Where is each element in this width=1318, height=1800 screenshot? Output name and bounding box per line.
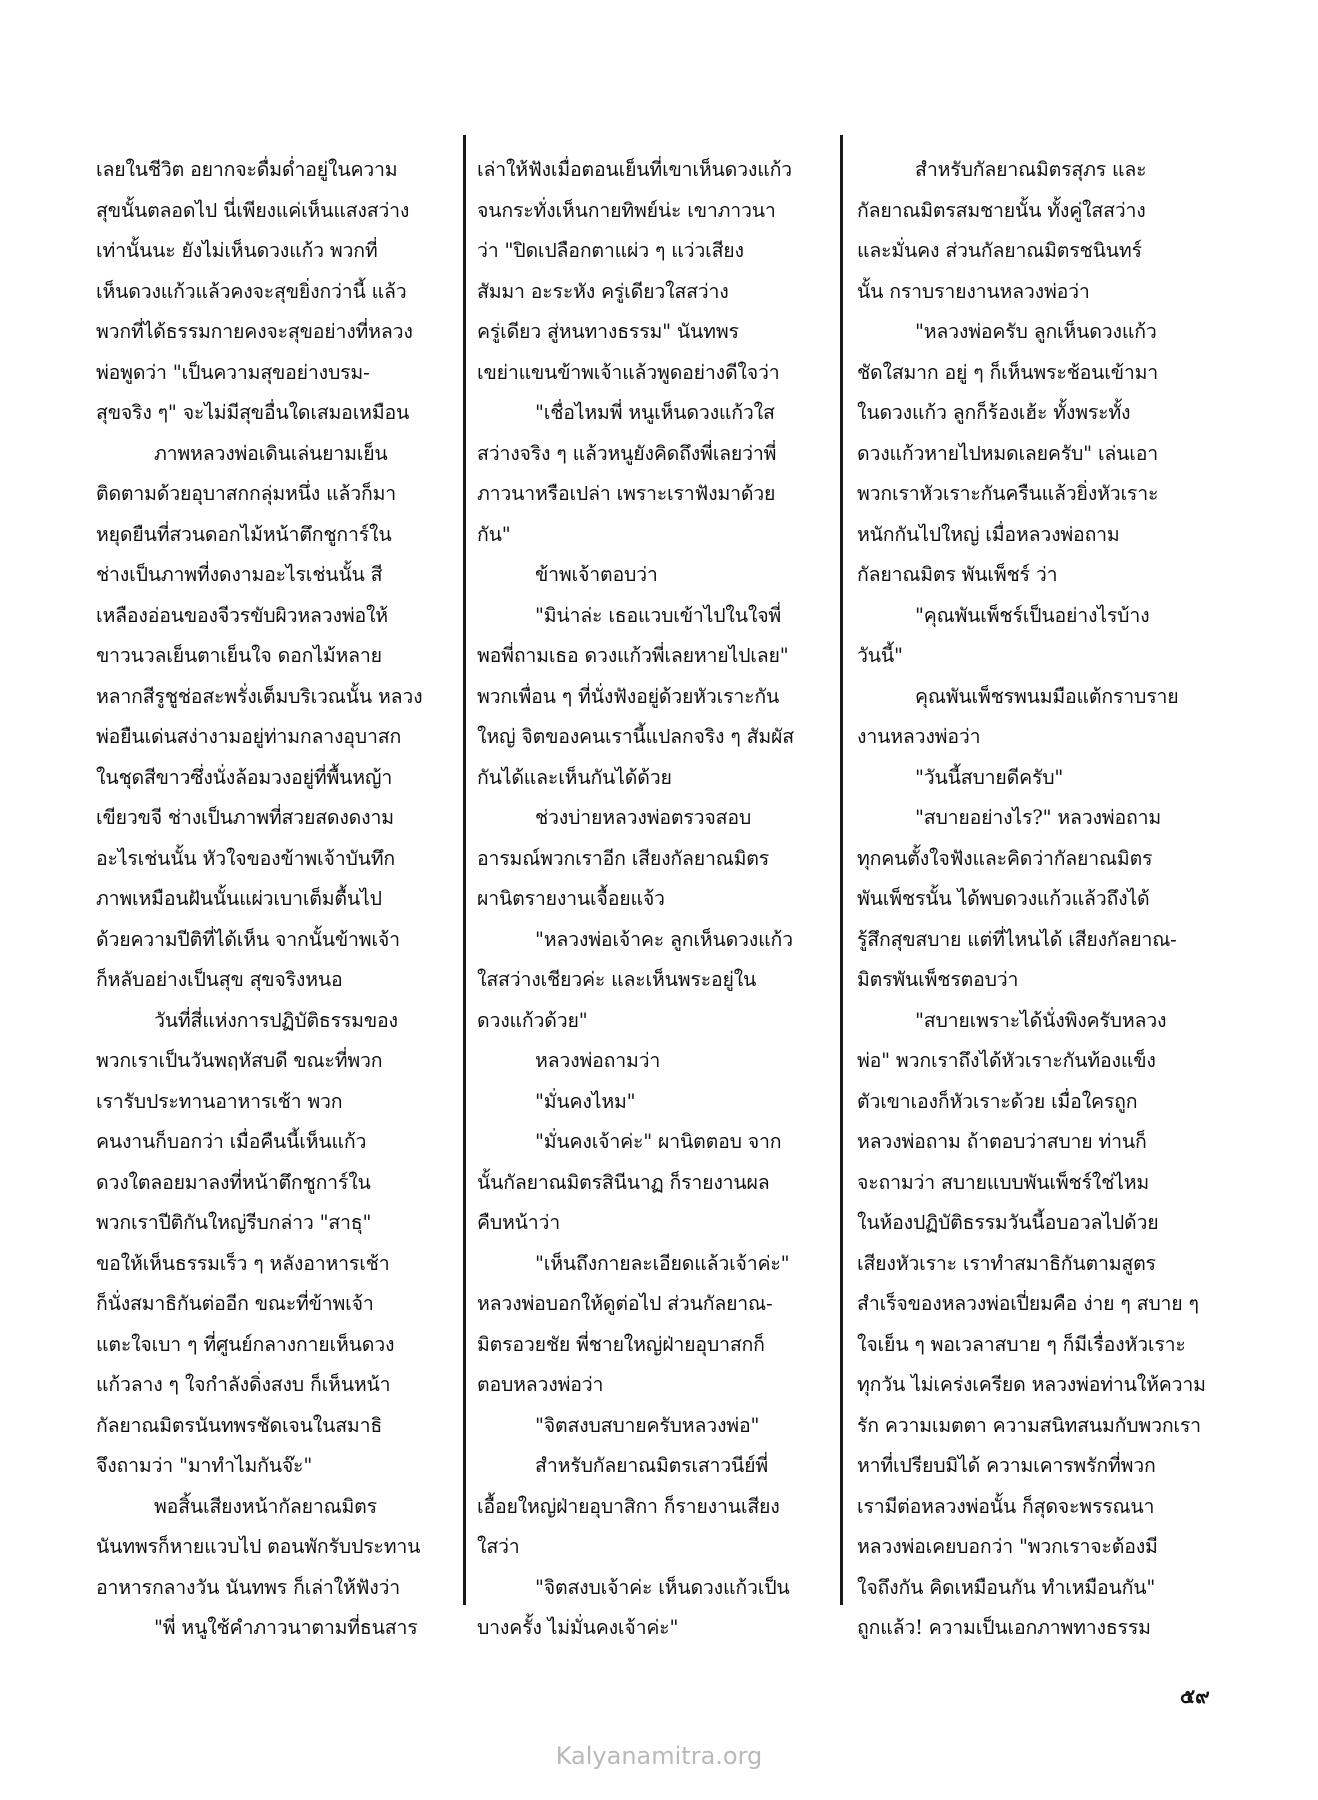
text-line: ดวงใตลอยมาลงที่หน้าตึกชูการ์ใน xyxy=(96,1170,371,1194)
text-line: สุขจริง ๆ" จะไม่มีสุขอื่นใดเสมอเหมือน xyxy=(96,401,410,424)
text-line: หลากสีรูชูช่อสะพรั่งเต็มบริเวณนั้น หลวง xyxy=(96,684,423,708)
text-line: จนกระทั่งเห็นกายทิพย์น่ะ เขาภาวนา xyxy=(477,198,776,222)
text-line: "พี่ หนูใช้คำภาวนาตามที่ธนสาร xyxy=(154,1616,418,1639)
text-column-3 xyxy=(857,150,1207,1649)
text-line: หลวงพ่อถามว่า xyxy=(535,1049,661,1072)
text-line: "วันนี้สบายดีครับ" xyxy=(915,765,1064,789)
text-line: พันเพ็ชรนั้น ได้พบดวงแก้วแล้วถึงได้ xyxy=(857,887,1150,910)
text-line: ขาวนวลเย็นตาเย็นใจ ดอกไม้หลาย xyxy=(96,644,382,667)
text-line: พวกเพื่อน ๆ ที่นั่งฟังอยู่ด้วยหัวเราะกัน xyxy=(477,684,780,708)
page-number: ๕๙ xyxy=(1180,1684,1210,1708)
text-line: ในดวงแก้ว ลูกก็ร้องเฮ้ะ ทั้งพระทั้ง xyxy=(857,401,1131,424)
text-line: ขอให้เห็นธรรมเร็ว ๆ หลังอาหารเช้า xyxy=(96,1251,390,1275)
text-line: "เห็นถึงกายละเอียดแล้วเจ้าค่ะ" xyxy=(535,1251,790,1275)
text-line: พวกเราเป็นวันพฤหัสบดี ขณะที่พวก xyxy=(96,1049,383,1072)
text-line: กันได้และเห็นกันได้ด้วย xyxy=(477,765,672,789)
text-line: เขย่าแขนข้าพเจ้าแล้วพูดอย่างดีใจว่า xyxy=(477,360,780,384)
text-line: แก้วลาง ๆ ใจกำลังดิ่งสงบ ก็เห็นหน้า xyxy=(96,1373,391,1396)
text-line: นั้นกัลยาณมิตรสินีนาฏ ก็รายงานผล xyxy=(477,1170,770,1194)
text-line: ผานิตรายงานเจื้อยแจ้ว xyxy=(477,887,665,910)
text-line: หยุดยืนที่สวนดอกไม้หน้าตึกชูการ์ใน xyxy=(96,522,392,546)
text-line: "มั่นคงเจ้าค่ะ" ผานิตตอบ จาก xyxy=(535,1130,782,1153)
text-line: ตัวเขาเองก็หัวเราะด้วย เมื่อใครถูก xyxy=(857,1089,1138,1113)
text-line: กัลยาณมิตร พันเพ็ชร์ ว่า xyxy=(857,563,1058,586)
text-line: หลวงพ่อถาม ถ้าตอบว่าสบาย ท่านก็ xyxy=(857,1130,1147,1153)
text-line: ข้าพเจ้าตอบว่า xyxy=(535,563,658,586)
text-line: เห็นดวงแก้วแล้วคงจะสุขยิ่งกว่านี้ แล้ว xyxy=(96,279,407,303)
text-line: พวกเราปีติกันใหญ่รีบกล่าว "สาธุ" xyxy=(96,1211,372,1234)
text-line: ชัดใสมาก อยู่ ๆ ก็เห็นพระช้อนเข้ามา xyxy=(857,360,1159,384)
text-line: ภาวนาหรือเปล่า เพราะเราฟังมาด้วย xyxy=(477,482,776,505)
text-line: จึงถามว่า "มาทำไมกันจ๊ะ" xyxy=(96,1454,313,1477)
text-line: พ่อยืนเด่นสง่างามอยู่ท่ามกลางอุบาสก xyxy=(96,725,402,748)
text-line: "จิตสงบเจ้าค่ะ เห็นดวงแก้วเป็น xyxy=(535,1575,790,1599)
column-rule-right xyxy=(840,135,843,1605)
text-line: คุณพันเพ็ชรพนมมือแต้กราบราย xyxy=(915,684,1179,708)
text-line: เล่าให้ฟังเมื่อตอนเย็นที่เขาเห็นดวงแก้ว xyxy=(477,158,792,181)
text-line: อารมณ์พวกเราอีก เสียงกัลยาณมิตร xyxy=(477,846,770,870)
text-line: สำเร็จของหลวงพ่อเปี่ยมคือ ง่าย ๆ สบาย ๆ xyxy=(857,1292,1199,1315)
text-line: เลยในชีวิต อยากจะดื่มด่ำอยู่ในความ xyxy=(96,158,398,181)
text-line: คนงานก็บอกว่า เมื่อคืนนี้เห็นแก้ว xyxy=(96,1130,367,1153)
text-line: อะไรเช่นนั้น หัวใจของข้าพเจ้าบันทึก xyxy=(96,846,396,870)
text-line: เท่านั้นนะ ยังไม่เห็นดวงแก้ว พวกที่ xyxy=(96,239,378,262)
text-line: แตะใจเบา ๆ ที่ศูนย์กลางกายเห็นดวง xyxy=(96,1332,395,1356)
text-line: มิตรอวยชัย พี่ชายใหญ่ฝ่ายอุบาสกก็ xyxy=(477,1332,765,1356)
text-line: "หลวงพ่อครับ ลูกเห็นดวงแก้ว xyxy=(915,320,1157,343)
text-line: ติดตามด้วยอุบาสกกลุ่มหนึ่ง แล้วก็มา xyxy=(96,482,396,505)
text-line: พอสิ้นเสียงหน้ากัลยาณมิตร xyxy=(154,1494,377,1518)
text-line: รัก ความเมตตา ความสนิทสนมกับพวกเรา xyxy=(857,1413,1201,1437)
text-line: พ่อ" พวกเราถึงได้หัวเราะกันท้องแข็ง xyxy=(857,1049,1156,1072)
text-column-2 xyxy=(477,150,827,1649)
text-line: ภาพหลวงพ่อเดินเล่นยามเย็น xyxy=(154,441,388,465)
text-line: "เชื่อไหมพี่ หนูเห็นดวงแก้วใส xyxy=(535,401,775,424)
text-line: และมั่นคง ส่วนกัลยาณมิตรชนินทร์ xyxy=(857,239,1142,262)
text-line: ว่า "ปิดเปลือกตาแผ่ว ๆ แว่วเสียง xyxy=(477,239,744,262)
text-line: "สบายเพราะได้นั่งพิงครับหลวง xyxy=(915,1008,1167,1032)
text-line: พอพี่ถามเธอ ดวงแก้วพี่เลยหายไปเลย" xyxy=(477,644,789,667)
text-line: "มั่นคงไหม" xyxy=(535,1089,636,1113)
text-line: "สบายอย่างไร?" หลวงพ่อถาม xyxy=(915,806,1161,829)
text-line: เรารับประทานอาหารเช้า พวก xyxy=(96,1089,343,1113)
text-line: ในชุดสีขาวซึ่งนั่งล้อมวงอยู่ที่พื้นหญ้า xyxy=(96,765,393,789)
text-line: "จิตสงบสบายครับหลวงพ่อ" xyxy=(535,1413,760,1437)
text-line: ก็หลับอย่างเป็นสุข สุขจริงหนอ xyxy=(96,968,343,991)
text-line: ภาพเหมือนฝันนั้นแผ่วเบาเต็มตื้นไป xyxy=(96,887,382,910)
text-line: สัมมา อะระหัง ครู่เดียวใสสว่าง xyxy=(477,279,729,303)
text-line: สว่างจริง ๆ แล้วหนูยังคิดถึงพี่เลยว่าพี่ xyxy=(477,441,777,465)
text-line: ถูกแล้ว! ความเป็นเอกภาพทางธรรม xyxy=(857,1616,1151,1639)
text-line: วันนี้" xyxy=(857,644,903,667)
column-rule-left xyxy=(463,135,466,1605)
text-line: ใหญ่ จิตของคนเรานี้แปลกจริง ๆ สัมผัส xyxy=(477,725,794,748)
text-line: "หลวงพ่อเจ้าคะ ลูกเห็นดวงแก้ว xyxy=(535,927,793,951)
text-line: ใสว่า xyxy=(477,1535,520,1558)
text-line: "มิน่าล่ะ เธอแวบเข้าไปในใจพี่ xyxy=(535,603,782,627)
text-line: นั้น กราบรายงานหลวงพ่อว่า xyxy=(857,279,1090,303)
text-line: งานหลวงพ่อว่า xyxy=(857,725,981,748)
text-column-1 xyxy=(96,150,451,1649)
text-line: "คุณพันเพ็ชร์เป็นอย่างไรบ้าง xyxy=(915,603,1150,627)
text-line: ตอบหลวงพ่อว่า xyxy=(477,1373,604,1396)
text-line: วันที่สี่แห่งการปฏิบัติธรรมของ xyxy=(154,1008,398,1032)
text-line: พวกเราหัวเราะกันครืนแล้วยิ่งหัวเราะ xyxy=(857,482,1159,505)
text-line: พ่อพูดว่า "เป็นความสุขอย่างบรม- xyxy=(96,360,370,384)
text-line: ดวงแก้วด้วย" xyxy=(477,1008,588,1032)
text-line: ในห้องปฏิบัติธรรมวันนี้อบอวลไปด้วย xyxy=(857,1211,1159,1234)
text-line: รู้สึกสุขสบาย แต่ที่ไหนได้ เสียงกัลยาณ- xyxy=(857,927,1177,951)
text-line: นันทพรก็หายแวบไป ตอนพักรับประทาน xyxy=(96,1535,421,1558)
text-line: ก็นั่งสมาธิกันต่ออีก ขณะที่ข้าพเจ้า xyxy=(96,1292,374,1315)
text-line: ทุกคนตั้งใจฟังและคิดว่ากัลยาณมิตร xyxy=(857,846,1153,870)
text-line: พวกที่ได้ธรรมกายคงจะสุขอย่างที่หลวง xyxy=(96,320,413,343)
text-line: หนักกันไปใหญ่ เมื่อหลวงพ่อถาม xyxy=(857,522,1120,546)
text-line: ใสสว่างเชียวค่ะ และเห็นพระอยู่ใน xyxy=(477,968,757,991)
text-line: ดวงแก้วหายไปหมดเลยครับ" เล่นเอา xyxy=(857,441,1159,465)
text-line: ทุกวัน ไม่เคร่งเครียด หลวงพ่อท่านให้ความ xyxy=(857,1373,1206,1396)
text-line: ด้วยความปีติที่ได้เห็น จากนั้นข้าพเจ้า xyxy=(96,927,400,951)
text-line: สุขนั้นตลอดไป นี่เพียงแค่เห็นแสงสว่าง xyxy=(96,198,410,222)
text-line: หาที่เปรียบมิได้ ความเคารพรักที่พวก xyxy=(857,1454,1156,1477)
text-line: คืบหน้าว่า xyxy=(477,1211,561,1234)
text-line: สำหรับกัลยาณมิตรสุภร และ xyxy=(915,158,1147,181)
text-line: ครู่เดียว สู่หนทางธรรม" นันทพร xyxy=(477,320,739,343)
text-line: หลวงพ่อบอกให้ดูต่อไป ส่วนกัลยาณ- xyxy=(477,1292,773,1315)
text-line: กัน" xyxy=(477,522,511,546)
text-line: กัลยาณมิตรนันทพรชัดเจนในสมาธิ xyxy=(96,1413,383,1437)
watermark: Kalyanamitra.org xyxy=(555,1742,763,1770)
text-line: เรามีต่อหลวงพ่อนั้น ก็สุดจะพรรณนา xyxy=(857,1494,1155,1518)
text-line: จะถามว่า สบายแบบพันเพ็ชร์ใช่ไหม xyxy=(857,1170,1150,1194)
text-line: หลวงพ่อเคยบอกว่า "พวกเราจะต้องมี xyxy=(857,1535,1158,1558)
text-line: เสียงหัวเราะ เราทำสมาธิกันตามสูตร xyxy=(857,1251,1156,1275)
text-line: ช่วงบ่ายหลวงพ่อตรวจสอบ xyxy=(535,806,752,829)
text-line: ใจถึงกัน คิดเหมือนกัน ทำเหมือนกัน" xyxy=(857,1575,1156,1599)
text-line: บางครั้ง ไม่มั่นคงเจ้าค่ะ" xyxy=(477,1616,679,1639)
text-line: ใจเย็น ๆ พอเวลาสบาย ๆ ก็มีเรื่องหัวเราะ xyxy=(857,1332,1186,1356)
text-line: ช่างเป็นภาพที่งดงามอะไรเช่นนั้น สี xyxy=(96,563,383,586)
text-line: เหลืองอ่อนของจีวรขับผิวหลวงพ่อให้ xyxy=(96,603,388,627)
text-line: สำหรับกัลยาณมิตรเสาวนีย์พี่ xyxy=(535,1454,769,1477)
text-line: มิตรพันเพ็ชรตอบว่า xyxy=(857,968,1019,991)
text-line: เขียวขจี ช่างเป็นภาพที่สวยสดงดงาม xyxy=(96,806,394,829)
text-line: เอื้อยใหญ่ฝ่ายอุบาสิกา ก็รายงานเสียง xyxy=(477,1494,780,1518)
text-line: กัลยาณมิตรสมชายนั้น ทั้งคู่ใสสว่าง xyxy=(857,198,1146,222)
text-line: อาหารกลางวัน นันทพร ก็เล่าให้ฟังว่า xyxy=(96,1575,401,1599)
